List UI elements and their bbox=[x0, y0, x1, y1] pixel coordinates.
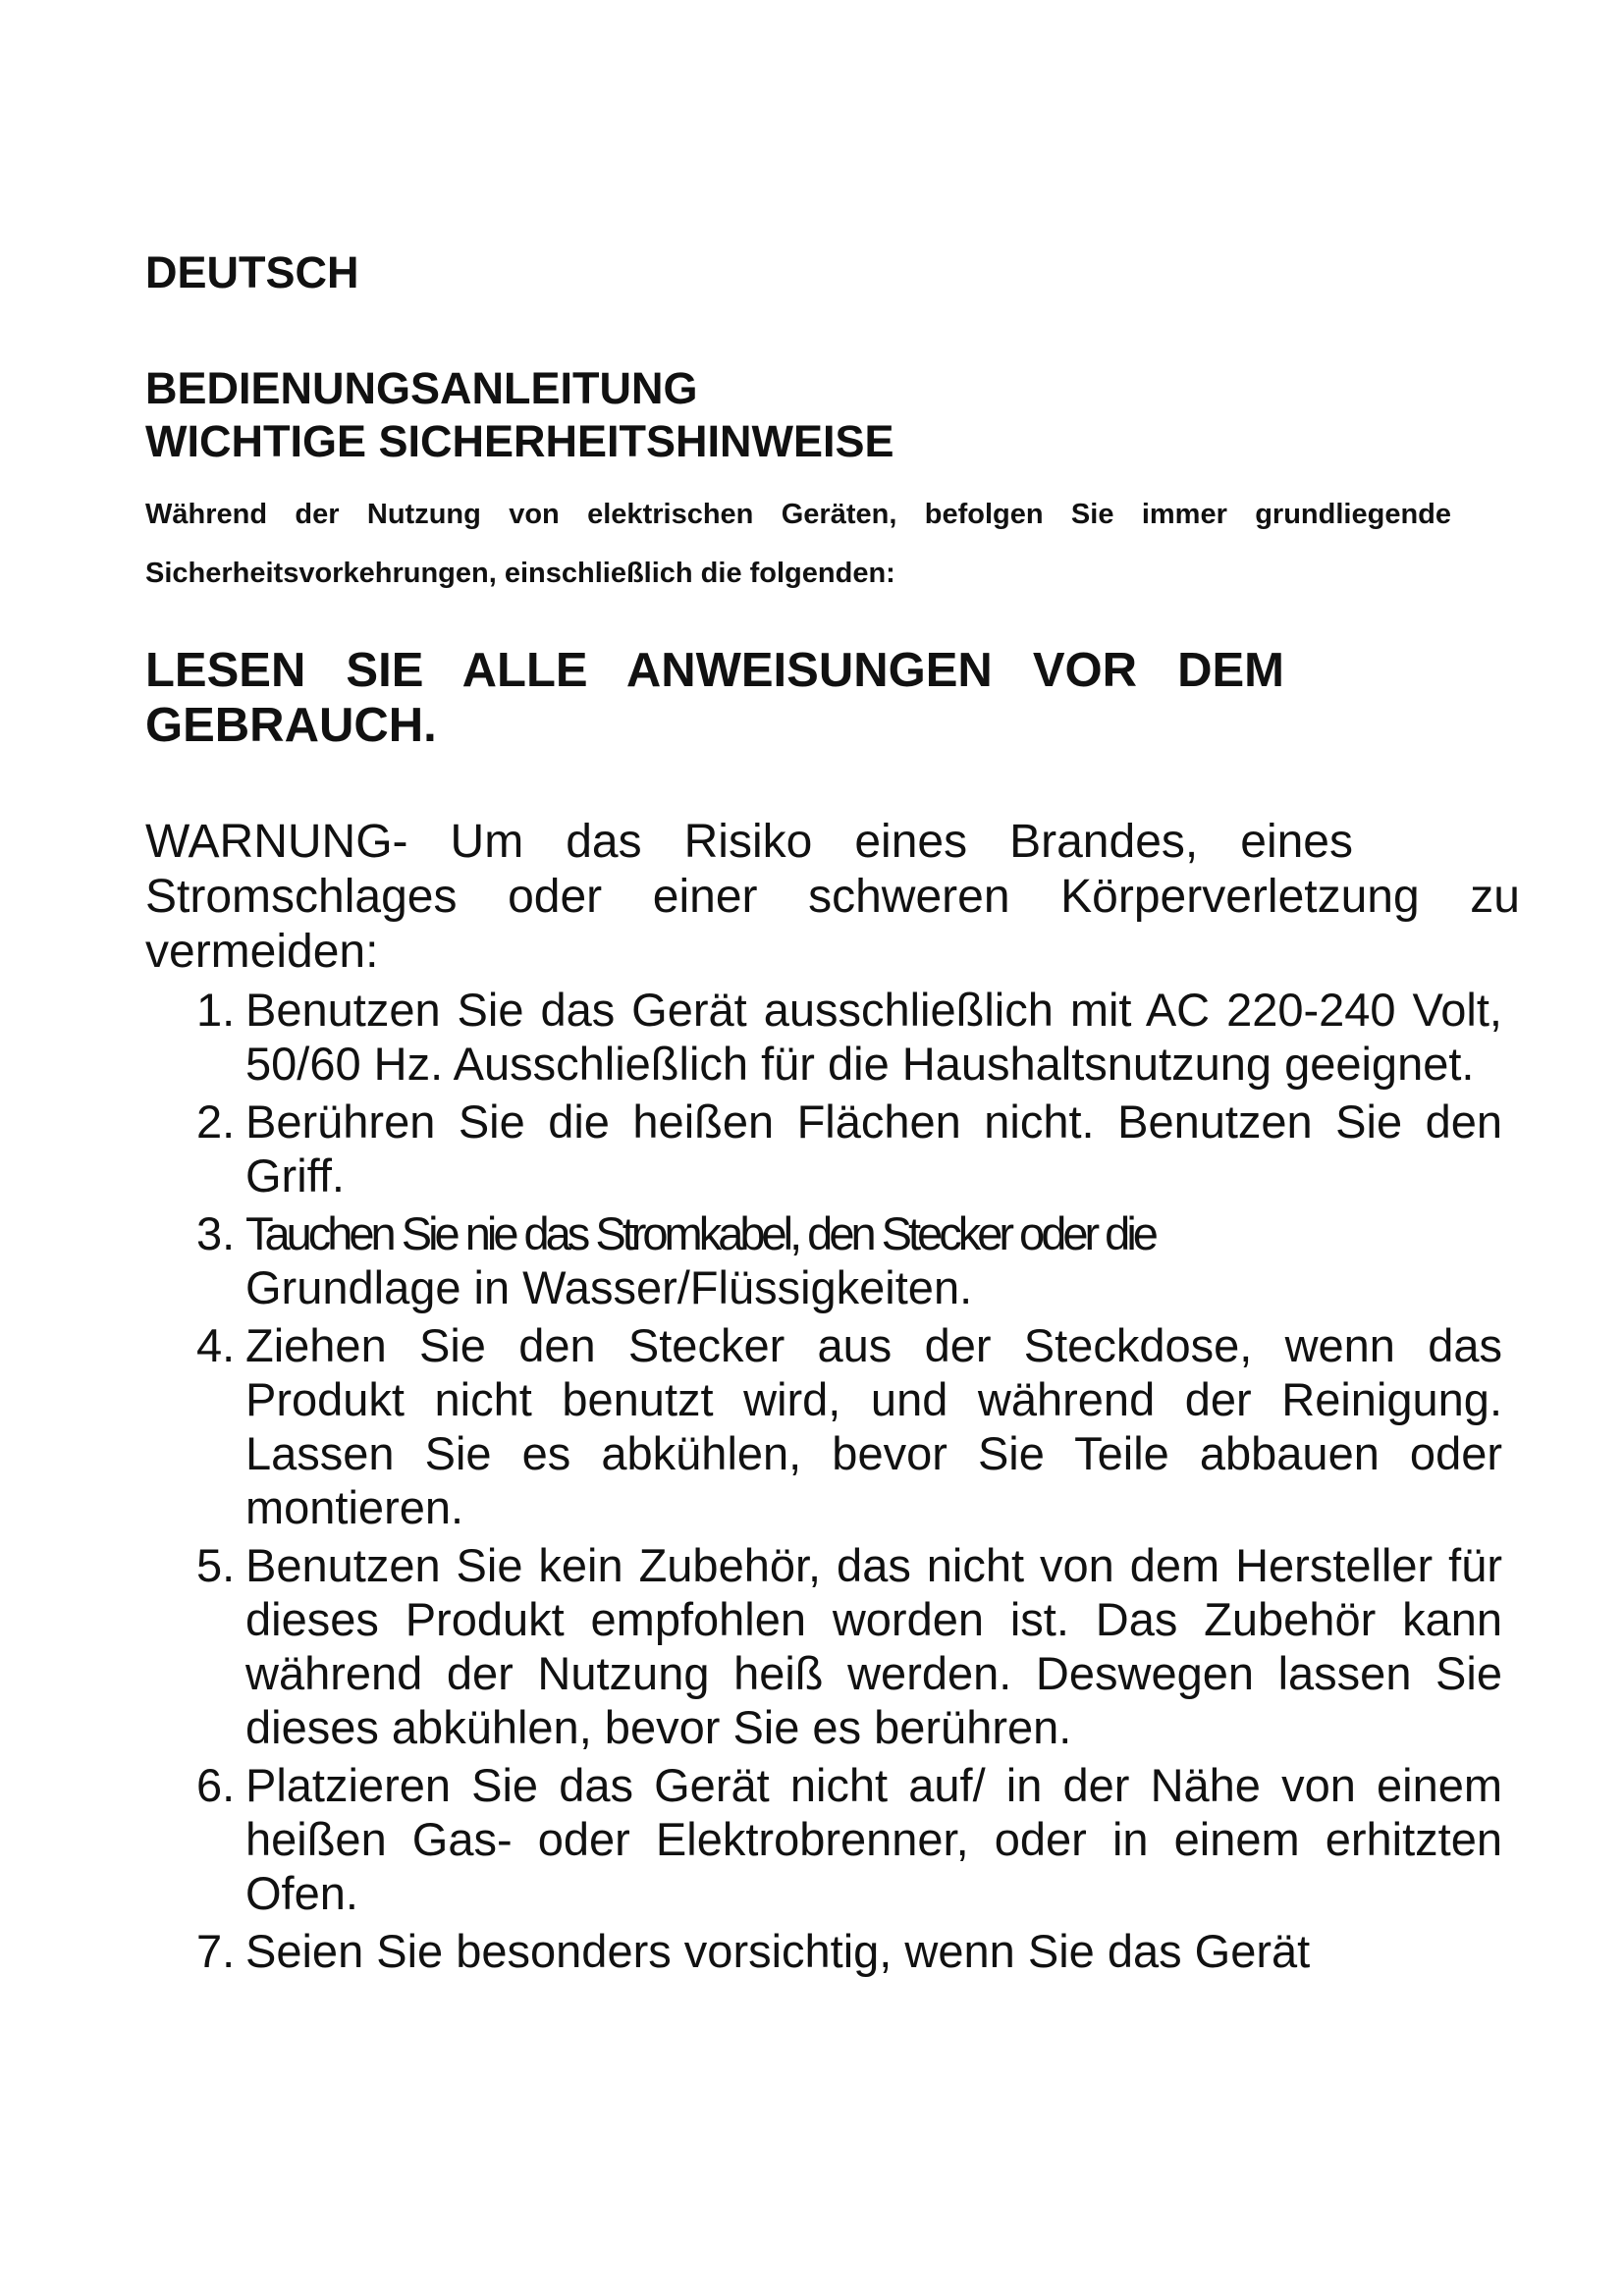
warning-line-2: Stromschlages oder einer schweren Körperverletzung zu bbox=[145, 871, 1520, 923]
list-item bbox=[196, 1095, 1502, 1202]
list-item-number: 7. bbox=[196, 1925, 236, 1977]
read-instructions-line-1: LESEN SIE ALLE ANWEISUNGEN VOR DEM bbox=[145, 644, 1284, 697]
list-item-number: 3. bbox=[196, 1207, 236, 1259]
list-item-number: 6. bbox=[196, 1759, 236, 1811]
safety-title: WICHTIGE SICHERHEITSHINWEISE bbox=[145, 416, 894, 466]
list-item-number: 4. bbox=[196, 1319, 236, 1371]
intro-text-line-2: Sicherheitsvorkehrungen, einschließlich die folgenden: bbox=[145, 558, 895, 589]
list-item-number: 2. bbox=[196, 1095, 236, 1148]
list-item-number: 5. bbox=[196, 1539, 236, 1591]
read-instructions-heading bbox=[145, 643, 1284, 753]
list-item-text-part: Tauchen Sie nie das Stromkabel, den Stecker oder die bbox=[245, 1207, 1155, 1259]
list-item-text: Benutzen Sie kein Zubehör, das nicht von dem Hersteller für dieses Produkt empfohlen worden ist. Das Zubehör kann während der Nutzung heiß werden. Deswegen lassen Sie dieses abkühlen, bevor Sie es berühren. bbox=[245, 1539, 1502, 1753]
warning-line-3: vermeiden: bbox=[145, 926, 379, 978]
list-item-text bbox=[245, 1206, 1502, 1314]
read-instructions-line-2: GEBRAUCH. bbox=[145, 699, 437, 752]
list-item bbox=[196, 983, 1502, 1091]
intro-text-line-1: Während der Nutzung von elektrischen Geräten, befolgen Sie immer grundliegende bbox=[145, 499, 1451, 530]
list-item-text: Benutzen Sie das Gerät ausschließlich mit AC 220-240 Volt, 50/60 Hz. Ausschließlich für die Haushaltsnutzung geeignet. bbox=[245, 984, 1502, 1090]
list-item bbox=[196, 1758, 1502, 1920]
manual-title: BEDIENUNGSANLEITUNG bbox=[145, 363, 698, 413]
warning-line-1: WARNUNG- Um das Risiko eines Brandes, eines bbox=[145, 816, 1353, 868]
list-item bbox=[196, 1318, 1502, 1534]
warning-paragraph bbox=[145, 815, 1520, 980]
list-item-text: Platzieren Sie das Gerät nicht auf/ in der Nähe von einem heißen Gas- oder Elektrobrenner, oder in einem erhitzten Ofen. bbox=[245, 1759, 1502, 1919]
list-item-text-part: Grundlage in Wasser/Flüssigkeiten. bbox=[245, 1261, 973, 1313]
list-item bbox=[196, 1206, 1502, 1314]
list-item bbox=[196, 1538, 1502, 1754]
list-item-number: 1. bbox=[196, 984, 236, 1036]
list-item-text: Berühren Sie die heißen Flächen nicht. Benutzen Sie den Griff. bbox=[245, 1095, 1502, 1201]
language-heading: DEUTSCH bbox=[145, 247, 359, 297]
list-item-text: Ziehen Sie den Stecker aus der Steckdose, wenn das Produkt nicht benutzt wird, und während der Reinigung. Lassen Sie es abkühlen, bevor Sie Teile abbauen oder montieren. bbox=[245, 1319, 1502, 1533]
list-item bbox=[196, 1924, 1502, 1978]
list-item-text: Seien Sie besonders vorsichtig, wenn Sie das Gerät bbox=[245, 1925, 1311, 1977]
safety-instructions-list bbox=[196, 983, 1502, 1982]
